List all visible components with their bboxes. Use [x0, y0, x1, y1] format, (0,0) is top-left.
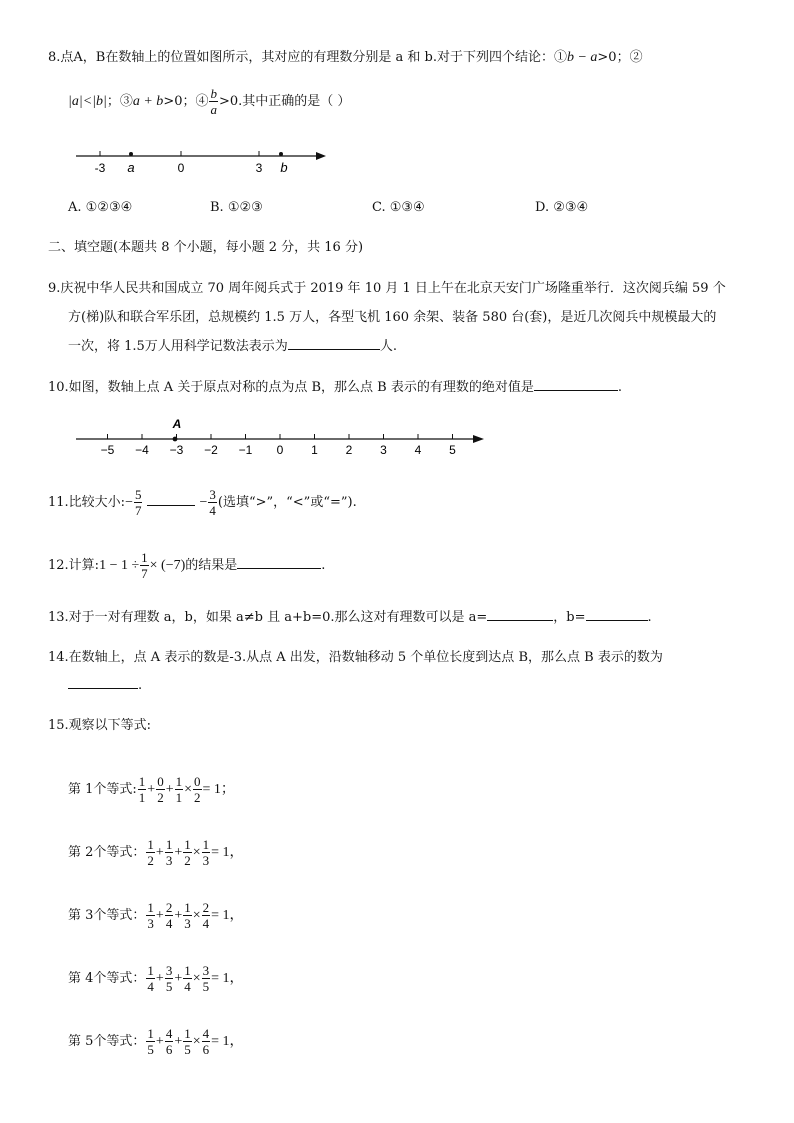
q15-equation-row: 第 1个等式: $\frac{1}{1}$ + $\frac{0}{2}$ + $\frac{1}{1}$ × $\frac{0}{2}$ = 1；: [68, 774, 235, 805]
q10-tick-label: −1: [238, 443, 253, 457]
q15-fraction: $\frac{4}{6}$: [202, 1026, 210, 1057]
q10-tick-label: −3: [169, 443, 184, 457]
q15-equation-row: 第 2个等式： $\frac{1}{2}$ + $\frac{1}{3}$ + $\frac{1}{2}$ × $\frac{1}{3}$ = 1，: [68, 837, 244, 868]
q15-result: = 1；: [202, 782, 235, 797]
q8-c3-expr: a + b: [132, 94, 164, 109]
q15-row-label: 第 4个等式：: [68, 971, 146, 986]
q15-row-label: 第 3个等式：: [68, 908, 146, 923]
q8-c4-rel: >0: [218, 94, 239, 109]
q15-fraction: $\frac{3}{5}$: [202, 963, 210, 994]
q10-tick-label: 5: [449, 443, 456, 457]
q10-answer-blank[interactable]: [534, 378, 618, 391]
q8-c2-expr: |a|<|b|: [68, 94, 107, 109]
q8-tail: .其中正确的是（ ）: [238, 94, 351, 109]
q15-row-label: 第 5个等式：: [68, 1034, 146, 1049]
q10-tick-label: 2: [345, 443, 353, 457]
q15-fraction: $\frac{1}{2}$: [184, 837, 191, 868]
q8-axis-label-a: a: [127, 160, 135, 175]
q8-option-b[interactable]: B. ①②③: [210, 200, 263, 215]
section-title: 二、填空题(本题共 8 个小题，每小题 2 分，共 16 分): [48, 240, 364, 255]
q15-result: = 1，: [211, 971, 244, 986]
q15-fraction: $\frac{1}{3}$: [147, 900, 154, 931]
q15-fraction: $\frac{1}{5}$: [147, 1026, 154, 1057]
q15-equation-row: 第 4个等式： $\frac{1}{4}$ + $\frac{3}{5}$ + $\frac{1}{4}$ × $\frac{3}{5}$ = 1，: [68, 963, 244, 994]
q9-answer-blank[interactable]: [288, 337, 380, 350]
q15-equation-row: 第 5个等式： $\frac{1}{5}$ + $\frac{4}{6}$ + $\frac{1}{5}$ × $\frac{4}{6}$ = 1，: [68, 1026, 244, 1057]
q13-line: 13.对于一对有理数 a，b，如果 a≠b 且 a+b=0.那么这对有理数可以是 a= ，b= .: [48, 610, 652, 625]
q8-c3-prefix: ；③: [106, 94, 133, 109]
q12-line: 12.计算:1 − 1 ÷ $\frac{1}{7}$ × (−7)的结果是 .: [48, 550, 326, 581]
q8-c1-expr: b − a: [566, 50, 598, 65]
q8-axis-label-3: 3: [255, 161, 263, 175]
q11-fraction-2: $\frac{3}{4}$: [209, 487, 216, 518]
q11-line: 11.比较大小:− $\frac{5}{7}$ − $\frac{3}{4}$ (选填“>”，“<”或“=”).: [48, 487, 357, 518]
q8-axis-label-b: b: [280, 160, 288, 175]
q15-row-label: 第 2个等式：: [68, 845, 146, 860]
q10-point-a-label: A: [172, 417, 182, 431]
q8-option-a[interactable]: A. ①②③④: [68, 200, 133, 215]
q10-tick-label: 3: [380, 443, 387, 457]
q9-line1: 9.庆祝中华人民共和国成立 70 周年阅兵式于 2019 年 10 月 1 日上午在北京天安门广场隆重举行．这次阅兵编 59 个: [48, 281, 726, 296]
q14-line1: 14.在数轴上，点 A 表示的数是-3.从点 A 出发，沿数轴移动 5 个单位长度到达点 B，那么点 B 表示的数为: [48, 650, 663, 665]
q15-fraction: $\frac{1}{1}$: [175, 774, 183, 805]
q12-answer-blank[interactable]: [237, 556, 321, 569]
q9-line2: 方(梯)队和联合军乐团，总规模约 1.5 万人，各型飞机 160 余架、装备 580 台(套)，是近几次阅兵中规模最大的: [68, 310, 717, 325]
q8-c4-fraction: $\frac{b}{a}$: [210, 86, 217, 117]
q10-text: 10.如图，数轴上点 A 关于原点对称的点为点 B，那么点 B 表示的有理数的绝对值是 .: [48, 380, 622, 395]
q10-number-line: [70, 414, 490, 460]
q10-point-a-dot: [173, 437, 178, 442]
q13-answer-b-blank[interactable]: [586, 608, 648, 621]
q15-result: = 1，: [211, 1034, 244, 1049]
q8-c3-rel: >0；④: [163, 94, 209, 109]
q8-option-d[interactable]: D. ②③④: [535, 200, 589, 215]
q15-fraction: $\frac{1}{4}$: [147, 963, 154, 994]
q15-fraction: $\frac{0}{2}$: [194, 774, 201, 805]
q8-number-line: [70, 140, 340, 180]
q8-option-c[interactable]: C. ①③④: [372, 200, 425, 215]
q12-fraction: $\frac{1}{7}$: [141, 550, 148, 581]
q15-equation-row: 第 3个等式： $\frac{1}{3}$ + $\frac{2}{4}$ + $\frac{1}{3}$ × $\frac{2}{4}$ = 1，: [68, 900, 244, 931]
q10-tick-label: 1: [311, 443, 318, 457]
q10-tick-label: 4: [414, 443, 422, 457]
q15-fraction: $\frac{1}{5}$: [184, 1026, 191, 1057]
q15-title: 15.观察以下等式:: [48, 718, 152, 733]
q8-axis-label-neg3: -3: [94, 161, 106, 175]
q8-axis-label-0: 0: [177, 161, 185, 175]
q9-line3: 一次，将 1.5万人用科学记数法表示为 人.: [68, 339, 397, 354]
q15-result: = 1，: [211, 845, 244, 860]
q15-fraction: $\frac{1}{3}$: [184, 900, 191, 931]
q8-line1: [48, 48, 643, 68]
q13-answer-a-blank[interactable]: [487, 608, 553, 621]
q15-fraction: $\frac{1}{3}$: [165, 837, 173, 868]
q10-tick-label: −5: [100, 443, 115, 457]
q8-stem: 8.点A，B在数轴上的位置如图所示，其对应的有理数分别是 a 和 b.对于下列四个结论：①: [48, 50, 567, 65]
q15-fraction: $\frac{3}{5}$: [165, 963, 173, 994]
q10-tick-label: −4: [135, 443, 149, 457]
q10-tick-label: −2: [204, 443, 218, 457]
q8-line2: [68, 86, 350, 117]
q15-fraction: $\frac{1}{2}$: [147, 837, 154, 868]
q15-fraction: $\frac{2}{4}$: [202, 900, 210, 931]
q15-fraction: $\frac{1}{3}$: [202, 837, 210, 868]
q11-fraction-1: $\frac{5}{7}$: [134, 487, 142, 518]
q15-fraction: $\frac{0}{2}$: [157, 774, 164, 805]
q14-answer-blank[interactable]: [68, 676, 138, 689]
q11-answer-blank[interactable]: [147, 493, 195, 506]
q15-row-label: 第 1个等式:: [68, 782, 137, 797]
q15-fraction: $\frac{1}{1}$: [138, 774, 146, 805]
q14-line2: .: [68, 676, 142, 696]
q15-fraction: $\frac{1}{4}$: [184, 963, 191, 994]
q15-result: = 1，: [211, 908, 244, 923]
q10-tick-label: 0: [276, 443, 284, 457]
q8-c1-rel: >0；②: [597, 50, 643, 65]
q15-fraction: $\frac{2}{4}$: [165, 900, 173, 931]
q15-fraction: $\frac{4}{6}$: [165, 1026, 173, 1057]
